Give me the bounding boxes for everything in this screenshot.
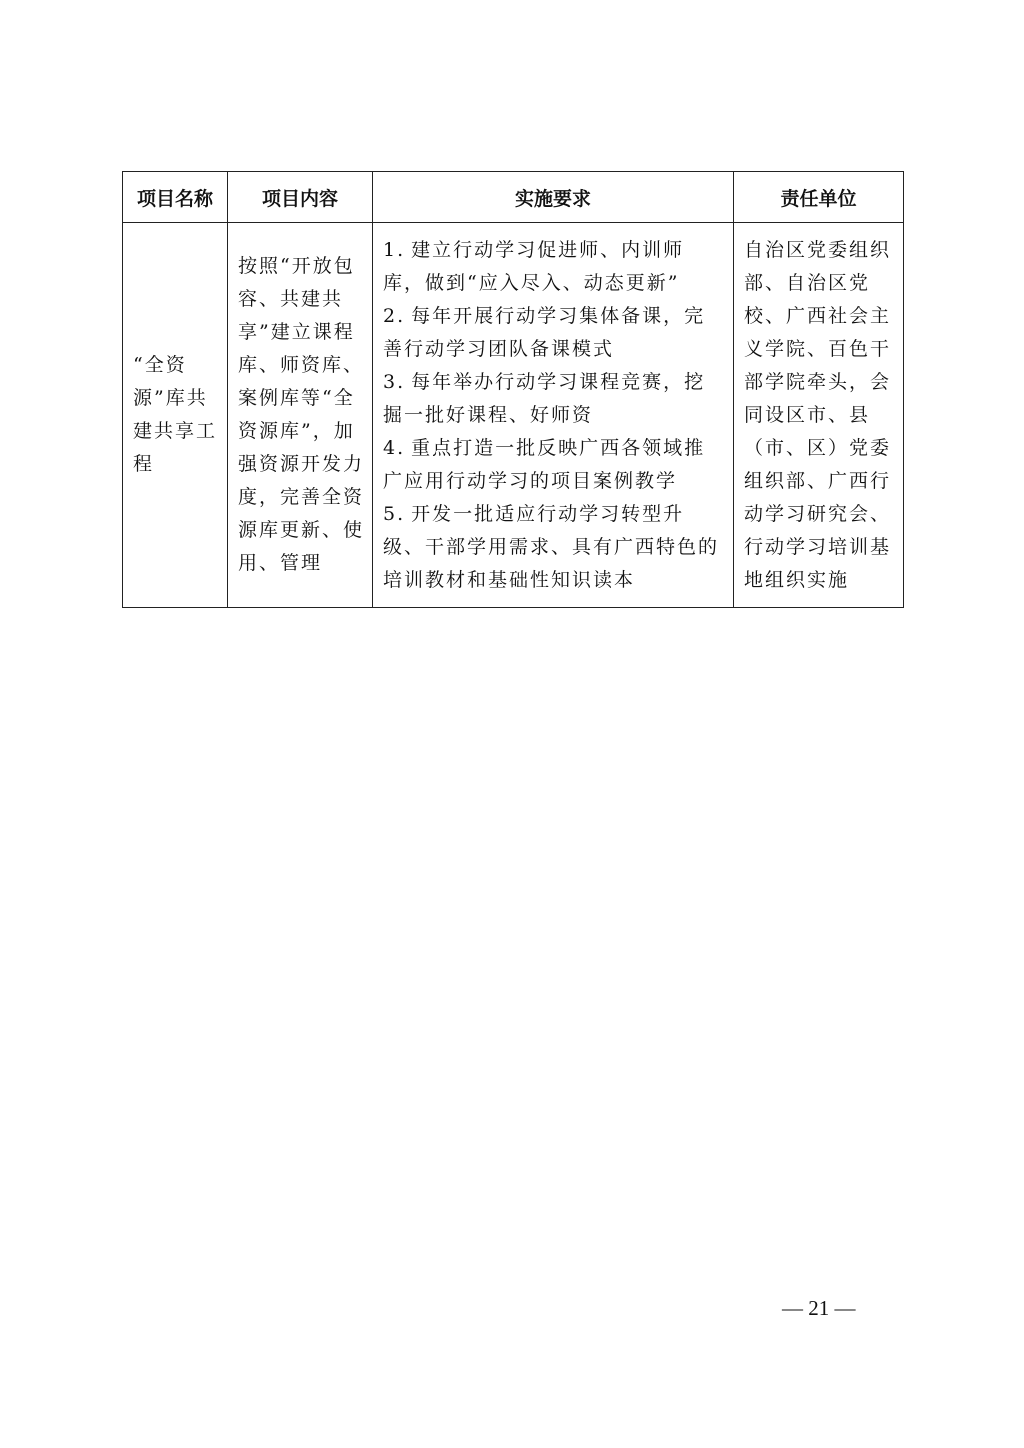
requirement-text: 重点打造一批反映广西各领域推广应用行动学习的项目案例教学 bbox=[383, 436, 706, 492]
header-requirements: 实施要求 bbox=[373, 172, 734, 223]
project-name-text: “全资源”库共建共享工程 bbox=[133, 354, 218, 475]
cell-project-content bbox=[228, 223, 373, 608]
responsible-unit-text: 自治区党委组织部、自治区党校、广西社会主义学院、百色干部学院牵头，会同设区市、县（市、区）党委组织部、广西行动学习研究会、行动学习培训基地组织实施 bbox=[744, 238, 892, 591]
cell-responsible-unit bbox=[734, 223, 904, 608]
cell-requirements bbox=[373, 223, 734, 608]
project-table bbox=[122, 171, 904, 608]
requirement-number: 5. bbox=[383, 502, 406, 525]
page-number: — 21 — bbox=[782, 1296, 856, 1320]
requirement-text: 开发一批适应行动学习转型升级、干部学用需求、具有广西特色的培训教材和基础性知识读本 bbox=[383, 502, 720, 591]
requirement-text: 每年开展行动学习集体备课，完善行动学习团队备课模式 bbox=[383, 304, 706, 360]
requirement-text: 每年举办行动学习课程竞赛，挖掘一批好课程、好师资 bbox=[383, 370, 706, 426]
requirement-item bbox=[383, 234, 725, 300]
header-project-name: 项目名称 bbox=[123, 172, 228, 223]
requirement-number: 3. bbox=[383, 370, 406, 393]
cell-project-name bbox=[123, 223, 228, 608]
table-header-row bbox=[123, 172, 904, 223]
requirement-text: 建立行动学习促进师、内训师库，做到“应入尽入、动态更新” bbox=[383, 238, 685, 294]
header-project-content: 项目内容 bbox=[228, 172, 373, 223]
requirement-item bbox=[383, 498, 725, 597]
header-responsible-unit: 责任单位 bbox=[734, 172, 904, 223]
project-content-text: 按照“开放包容、共建共享”建立课程库、师资库、案例库等“全资源库”，加强资源开发力度，完善全资源库更新、使用、管理 bbox=[238, 255, 365, 574]
requirement-number: 4. bbox=[383, 436, 406, 459]
requirement-item bbox=[383, 432, 725, 498]
requirement-item bbox=[383, 366, 725, 432]
table-row bbox=[123, 223, 904, 608]
requirement-number: 1. bbox=[383, 238, 406, 261]
requirement-item bbox=[383, 300, 725, 366]
requirement-number: 2. bbox=[383, 304, 406, 327]
